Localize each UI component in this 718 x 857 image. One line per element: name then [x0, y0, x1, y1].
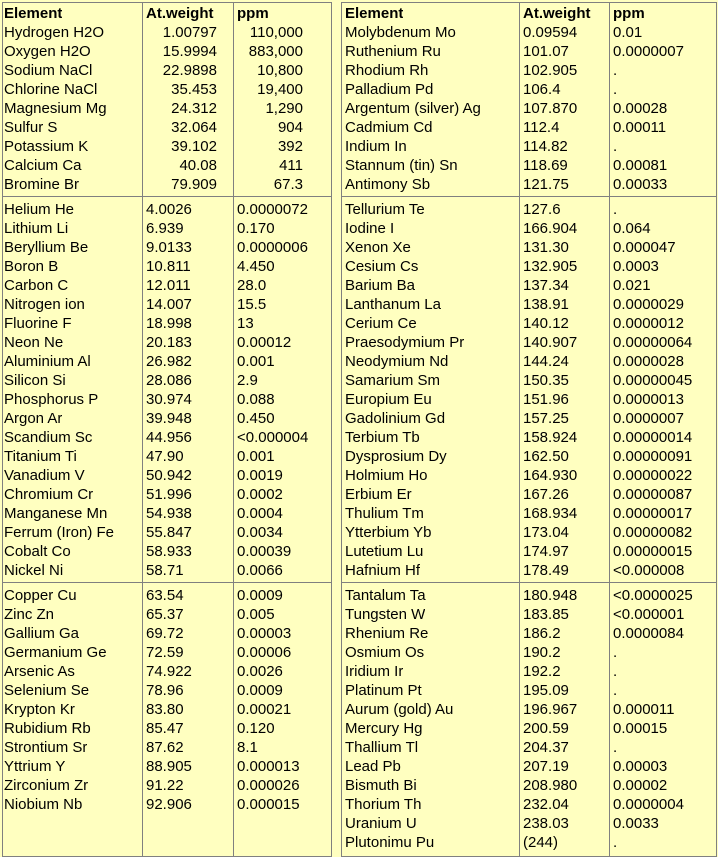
left-cell-ppm: 0.0002: [237, 486, 283, 503]
right-cell-element: Holmium Ho: [345, 467, 428, 484]
right-cell-ppm: 0.00028: [613, 100, 668, 117]
left-cell-ppm: 0.00012: [237, 334, 292, 351]
right-cell-ppm: 0.00000015: [613, 543, 693, 560]
left-cell-weight: 12.011: [146, 277, 191, 294]
right-cell-ppm: 0.01: [613, 24, 643, 41]
right-cell-weight: 183.85: [523, 606, 569, 623]
right-cell-ppm: 0.00033: [613, 176, 668, 193]
left-cell-weight: 20.183: [146, 334, 192, 351]
right-cell-element: Barium Ba: [345, 277, 416, 294]
right-cell-element: Antimony Sb: [345, 176, 431, 193]
left-cell-element: Vanadium V: [4, 467, 85, 484]
block-separator-right-1: [341, 196, 717, 197]
left-cell-element: Carbon C: [4, 277, 69, 294]
left-cell-element: Magnesium Mg: [4, 100, 107, 117]
left-cell-ppm: 0.0066: [237, 562, 283, 579]
right-header-weight: At.weight: [523, 5, 591, 22]
left-cell-weight: 79.909: [171, 176, 217, 193]
left-cell-ppm: 8.1: [237, 739, 258, 756]
right-cell-element: Stannum (tin) Sn: [345, 157, 458, 174]
right-cell-element: Cadmium Cd: [345, 119, 433, 136]
column-rule-7: [609, 2, 610, 857]
left-cell-weight: 54.938: [146, 505, 192, 522]
right-cell-weight: 164.930: [523, 467, 578, 484]
right-cell-element: Thorium Th: [345, 796, 422, 813]
left-cell-weight: 72.59: [146, 644, 184, 661]
left-cell-element: Selenium Se: [4, 682, 90, 699]
left-cell-weight: 4.0026: [146, 201, 192, 218]
right-cell-weight: 168.934: [523, 505, 578, 522]
right-cell-element: Uranium U: [345, 815, 417, 832]
right-cell-ppm: 0.00002: [613, 777, 668, 794]
right-cell-weight: 121.75: [523, 176, 569, 193]
right-cell-ppm: .: [613, 138, 618, 155]
right-cell-ppm: .: [613, 201, 618, 218]
left-cell-weight: 58.933: [146, 543, 192, 560]
left-cell-ppm: 15.5: [237, 296, 267, 313]
left-cell-ppm: 0.0034: [237, 524, 283, 541]
right-cell-weight: 107.870: [523, 100, 578, 117]
right-cell-element: Hafnium Hf: [345, 562, 421, 579]
left-header-ppm: ppm: [237, 5, 269, 22]
right-cell-element: Tellurium Te: [345, 201, 425, 218]
right-cell-ppm: <0.000001: [613, 606, 685, 623]
left-cell-weight: 22.9898: [162, 62, 217, 79]
right-cell-element: Cesium Cs: [345, 258, 419, 275]
right-cell-ppm: <0.000008: [613, 562, 685, 579]
right-cell-element: Aurum (gold) Au: [345, 701, 454, 718]
left-cell-element: Zirconium Zr: [4, 777, 89, 794]
left-cell-ppm: 0.000026: [237, 777, 300, 794]
right-cell-weight: 208.980: [523, 777, 578, 794]
right-cell-element: Indium In: [345, 138, 407, 155]
left-cell-element: Argon Ar: [4, 410, 63, 427]
right-cell-ppm: .: [613, 663, 618, 680]
right-cell-element: Europium Eu: [345, 391, 432, 408]
right-cell-weight: 101.07: [523, 43, 569, 60]
right-cell-weight: 137.34: [523, 277, 569, 294]
left-cell-weight: 39.102: [171, 138, 217, 155]
left-cell-element: Copper Cu: [4, 587, 77, 604]
border-top-left: [2, 2, 332, 3]
right-cell-weight: 167.26: [523, 486, 569, 503]
left-cell-weight: 85.47: [146, 720, 184, 737]
left-cell-element: Arsenic As: [4, 663, 75, 680]
left-cell-ppm: 0.00021: [237, 701, 292, 718]
right-cell-ppm: .: [613, 81, 618, 98]
left-cell-ppm: 0.00039: [237, 543, 292, 560]
left-cell-element: Boron B: [4, 258, 59, 275]
left-cell-weight: 91.22: [146, 777, 184, 794]
right-cell-ppm: 0.021: [613, 277, 651, 294]
right-cell-element: Tungsten W: [345, 606, 426, 623]
right-cell-weight: 118.69: [523, 157, 568, 174]
right-cell-element: Osmium Os: [345, 644, 425, 661]
left-cell-element: Ferrum (Iron) Fe: [4, 524, 115, 541]
left-cell-weight: 63.54: [146, 587, 184, 604]
left-cell-weight: 87.62: [146, 739, 184, 756]
left-cell-ppm: 10,800: [257, 62, 303, 79]
column-rule-6: [519, 2, 520, 857]
right-cell-ppm: 0.0000004: [613, 796, 684, 813]
right-cell-weight: 200.59: [523, 720, 569, 737]
right-cell-ppm: 0.0000007: [613, 43, 684, 60]
right-cell-ppm: .: [613, 682, 618, 699]
left-cell-element: Beryllium Be: [4, 239, 89, 256]
left-cell-weight: 88.905: [146, 758, 192, 775]
right-cell-element: Argentum (silver) Ag: [345, 100, 481, 117]
left-cell-ppm: 13: [237, 315, 254, 332]
left-cell-element: Nickel Ni: [4, 562, 64, 579]
left-cell-ppm: 0.0004: [237, 505, 283, 522]
left-cell-ppm: 0.00003: [237, 625, 292, 642]
left-cell-ppm: 0.000013: [237, 758, 300, 775]
right-header-element: Element: [345, 5, 404, 22]
right-cell-ppm: 0.00011: [613, 119, 667, 136]
right-cell-element: Xenon Xe: [345, 239, 411, 256]
right-cell-element: Iodine I: [345, 220, 395, 237]
left-cell-element: Sodium NaCl: [4, 62, 93, 79]
left-cell-weight: 69.72: [146, 625, 184, 642]
left-cell-element: Titanium Ti: [4, 448, 77, 465]
left-cell-weight: 1.00797: [162, 24, 217, 41]
left-cell-element: Calcium Ca: [4, 157, 82, 174]
left-cell-weight: 44.956: [146, 429, 192, 446]
right-cell-weight: 173.04: [523, 524, 569, 541]
left-cell-ppm: 904: [277, 119, 303, 136]
left-cell-element: Helium He: [4, 201, 75, 218]
left-cell-weight: 40.08: [179, 157, 217, 174]
left-cell-element: Aluminium Al: [4, 353, 91, 370]
right-cell-weight: 102.905: [523, 62, 578, 79]
left-cell-element: Niobium Nb: [4, 796, 83, 813]
right-cell-ppm: 0.00015: [613, 720, 668, 737]
right-header-ppm: ppm: [613, 5, 645, 22]
left-cell-weight: 18.998: [146, 315, 192, 332]
left-cell-ppm: 0.450: [237, 410, 275, 427]
right-cell-element: Samarium Sm: [345, 372, 441, 389]
right-cell-weight: 140.907: [523, 334, 578, 351]
left-cell-element: Phosphorus P: [4, 391, 99, 408]
right-cell-ppm: 0.0033: [613, 815, 659, 832]
right-cell-weight: 174.97: [523, 543, 569, 560]
right-cell-weight: 178.49: [523, 562, 569, 579]
left-cell-element: Manganese Mn: [4, 505, 108, 522]
left-cell-ppm: 0.0000006: [237, 239, 308, 256]
left-cell-ppm: 0.170: [237, 220, 275, 237]
left-cell-weight: 28.086: [146, 372, 192, 389]
left-cell-weight: 83.80: [146, 701, 184, 718]
right-cell-ppm: 0.00000082: [613, 524, 693, 541]
left-cell-weight: 47.90: [146, 448, 184, 465]
right-cell-weight: 195.09: [523, 682, 569, 699]
right-cell-weight: 131.30: [523, 239, 569, 256]
left-cell-weight: 50.942: [146, 467, 192, 484]
right-cell-ppm: 0.0000012: [613, 315, 684, 332]
right-cell-element: Dysprosium Dy: [345, 448, 447, 465]
right-cell-element: Thallium Tl: [345, 739, 419, 756]
right-cell-weight: 180.948: [523, 587, 578, 604]
left-cell-element: Cobalt Co: [4, 543, 71, 560]
right-cell-element: Iridium Ir: [345, 663, 404, 680]
border-top-right: [341, 2, 717, 3]
left-cell-weight: 65.37: [146, 606, 184, 623]
right-cell-element: Gadolinium Gd: [345, 410, 446, 427]
right-cell-ppm: 0.00000087: [613, 486, 693, 503]
right-cell-element: Platinum Pt: [345, 682, 422, 699]
left-cell-element: Lithium Li: [4, 220, 69, 237]
left-cell-weight: 10.811: [146, 258, 191, 275]
left-cell-weight: 15.9994: [162, 43, 217, 60]
right-cell-weight: 192.2: [523, 663, 561, 680]
column-rule-5: [341, 2, 342, 857]
right-cell-ppm: 0.064: [613, 220, 651, 237]
left-cell-element: Chlorine NaCl: [4, 81, 98, 98]
left-cell-ppm: <0.000004: [237, 429, 309, 446]
left-cell-element: Sulfur S: [4, 119, 58, 136]
left-cell-ppm: 0.001: [237, 353, 275, 370]
left-cell-ppm: 0.001: [237, 448, 275, 465]
left-cell-weight: 74.922: [146, 663, 192, 680]
left-header-weight: At.weight: [146, 5, 214, 22]
left-cell-weight: 14.007: [146, 296, 192, 313]
right-cell-ppm: .: [613, 739, 618, 756]
column-rule-2: [142, 2, 143, 857]
left-cell-ppm: 0.0019: [237, 467, 283, 484]
left-cell-weight: 55.847: [146, 524, 192, 541]
right-cell-weight: 150.35: [523, 372, 569, 389]
left-cell-ppm: 0.00006: [237, 644, 292, 661]
left-cell-ppm: 0.0009: [237, 587, 283, 604]
left-cell-weight: 9.0133: [146, 239, 192, 256]
right-cell-ppm: .: [613, 62, 618, 79]
right-cell-weight: 0.09594: [523, 24, 578, 41]
right-cell-ppm: 0.00000064: [613, 334, 693, 351]
left-cell-element: Silicon Si: [4, 372, 66, 389]
right-cell-ppm: 0.0003: [613, 258, 659, 275]
right-cell-weight: 166.904: [523, 220, 578, 237]
right-cell-weight: 144.24: [523, 353, 569, 370]
left-cell-element: Fluorine F: [4, 315, 72, 332]
right-cell-weight: 186.2: [523, 625, 561, 642]
left-cell-ppm: 0.005: [237, 606, 275, 623]
left-header-element: Element: [4, 5, 63, 22]
right-cell-element: Thulium Tm: [345, 505, 424, 522]
right-cell-element: Terbium Tb: [345, 429, 420, 446]
left-cell-ppm: 67.3: [273, 176, 303, 193]
left-cell-element: Neon Ne: [4, 334, 64, 351]
left-cell-element: Zinc Zn: [4, 606, 55, 623]
right-cell-weight: (244): [523, 834, 559, 851]
left-cell-element: Yttrium Y: [4, 758, 66, 775]
left-cell-weight: 26.982: [146, 353, 192, 370]
left-cell-element: Oxygen H2O: [4, 43, 91, 60]
left-cell-weight: 35.453: [171, 81, 217, 98]
column-rule-4: [331, 2, 332, 857]
left-cell-ppm: 883,000: [248, 43, 303, 60]
left-cell-weight: 92.906: [146, 796, 192, 813]
left-cell-weight: 6.939: [146, 220, 184, 237]
left-cell-ppm: 0.0026: [237, 663, 283, 680]
left-cell-weight: 39.948: [146, 410, 192, 427]
left-cell-ppm: 392: [277, 138, 303, 155]
block-separator-left-1: [2, 196, 332, 197]
left-cell-element: Bromine Br: [4, 176, 80, 193]
right-cell-ppm: 0.00000022: [613, 467, 693, 484]
right-cell-weight: 158.924: [523, 429, 578, 446]
right-cell-weight: 112.4: [523, 119, 560, 136]
right-cell-ppm: 0.0000028: [613, 353, 684, 370]
left-cell-ppm: 1,290: [265, 100, 303, 117]
left-cell-ppm: 411: [279, 157, 303, 174]
right-cell-weight: 232.04: [523, 796, 569, 813]
block-separator-right-2: [341, 582, 717, 583]
left-cell-ppm: 0.0000072: [237, 201, 308, 218]
right-cell-ppm: .: [613, 644, 618, 661]
right-cell-weight: 190.2: [523, 644, 561, 661]
right-cell-element: Mercury Hg: [345, 720, 423, 737]
right-cell-element: Cerium Ce: [345, 315, 417, 332]
left-cell-weight: 30.974: [146, 391, 192, 408]
right-cell-ppm: .: [613, 834, 618, 851]
right-cell-weight: 127.6: [523, 201, 561, 218]
left-cell-ppm: 0.088: [237, 391, 275, 408]
left-cell-element: Scandium Sc: [4, 429, 93, 446]
left-cell-element: Germanium Ge: [4, 644, 107, 661]
left-cell-element: Hydrogen H2O: [4, 24, 105, 41]
right-cell-element: Tantalum Ta: [345, 587, 426, 604]
right-cell-element: Palladium Pd: [345, 81, 434, 98]
right-cell-ppm: 0.0000013: [613, 391, 684, 408]
left-cell-weight: 78.96: [146, 682, 184, 699]
right-cell-ppm: 0.0000007: [613, 410, 684, 427]
right-cell-element: Praesodymium Pr: [345, 334, 465, 351]
right-cell-element: Lanthanum La: [345, 296, 441, 313]
right-cell-ppm: 0.00081: [613, 157, 668, 174]
right-cell-ppm: 0.0000084: [613, 625, 684, 642]
left-cell-weight: 24.312: [171, 100, 217, 117]
left-cell-ppm: 0.120: [237, 720, 275, 737]
right-cell-ppm: 0.000047: [613, 239, 676, 256]
right-cell-ppm: 0.00000045: [613, 372, 693, 389]
right-cell-element: Ytterbium Yb: [345, 524, 432, 541]
right-cell-weight: 151.96: [523, 391, 569, 408]
right-cell-weight: 207.19: [523, 758, 569, 775]
column-rule-3: [233, 2, 234, 857]
left-cell-element: Krypton Kr: [4, 701, 75, 718]
right-cell-weight: 114.82: [523, 138, 568, 155]
right-cell-element: Bismuth Bi: [345, 777, 417, 794]
left-cell-ppm: 19,400: [257, 81, 303, 98]
left-cell-element: Nitrogen ion: [4, 296, 85, 313]
right-cell-ppm: 0.00003: [613, 758, 668, 775]
left-cell-weight: 32.064: [171, 119, 217, 136]
left-cell-weight: 58.71: [146, 562, 184, 579]
right-cell-element: Lutetium Lu: [345, 543, 424, 560]
right-cell-weight: 162.50: [523, 448, 569, 465]
right-cell-ppm: 0.00000014: [613, 429, 693, 446]
right-cell-weight: 140.12: [523, 315, 569, 332]
left-cell-element: Potassium K: [4, 138, 89, 155]
column-rule-1: [2, 2, 3, 857]
right-cell-weight: 196.967: [523, 701, 578, 718]
right-cell-weight: 138.91: [523, 296, 569, 313]
right-cell-ppm: 0.000011: [613, 701, 675, 718]
right-cell-element: Neodymium Nd: [345, 353, 449, 370]
left-cell-element: Strontium Sr: [4, 739, 88, 756]
right-cell-weight: 204.37: [523, 739, 569, 756]
left-cell-weight: 51.996: [146, 486, 192, 503]
right-cell-ppm: 0.00000017: [613, 505, 693, 522]
right-cell-element: Rhenium Re: [345, 625, 429, 642]
left-cell-ppm: 28.0: [237, 277, 267, 294]
right-cell-weight: 157.25: [523, 410, 569, 427]
right-cell-ppm: 0.00000091: [613, 448, 693, 465]
left-cell-ppm: 0.000015: [237, 796, 300, 813]
left-cell-element: Chromium Cr: [4, 486, 94, 503]
right-cell-weight: 132.905: [523, 258, 578, 275]
right-cell-weight: 238.03: [523, 815, 569, 832]
right-cell-element: Ruthenium Ru: [345, 43, 441, 60]
right-cell-element: Rhodium Rh: [345, 62, 429, 79]
left-cell-element: Rubidium Rb: [4, 720, 91, 737]
right-cell-element: Lead Pb: [345, 758, 401, 775]
right-cell-element: Molybdenum Mo: [345, 24, 456, 41]
right-cell-ppm: <0.0000025: [613, 587, 693, 604]
left-cell-element: Gallium Ga: [4, 625, 80, 642]
right-cell-weight: 106.4: [523, 81, 561, 98]
left-cell-ppm: 4.450: [237, 258, 275, 275]
right-cell-element: Erbium Er: [345, 486, 412, 503]
right-cell-ppm: 0.0000029: [613, 296, 684, 313]
left-cell-ppm: 0.0009: [237, 682, 283, 699]
block-separator-left-2: [2, 582, 332, 583]
left-cell-ppm: 110,000: [249, 24, 303, 41]
left-cell-ppm: 2.9: [237, 372, 258, 389]
column-rule-8: [716, 2, 717, 857]
right-cell-element: Plutonimu Pu: [345, 834, 435, 851]
